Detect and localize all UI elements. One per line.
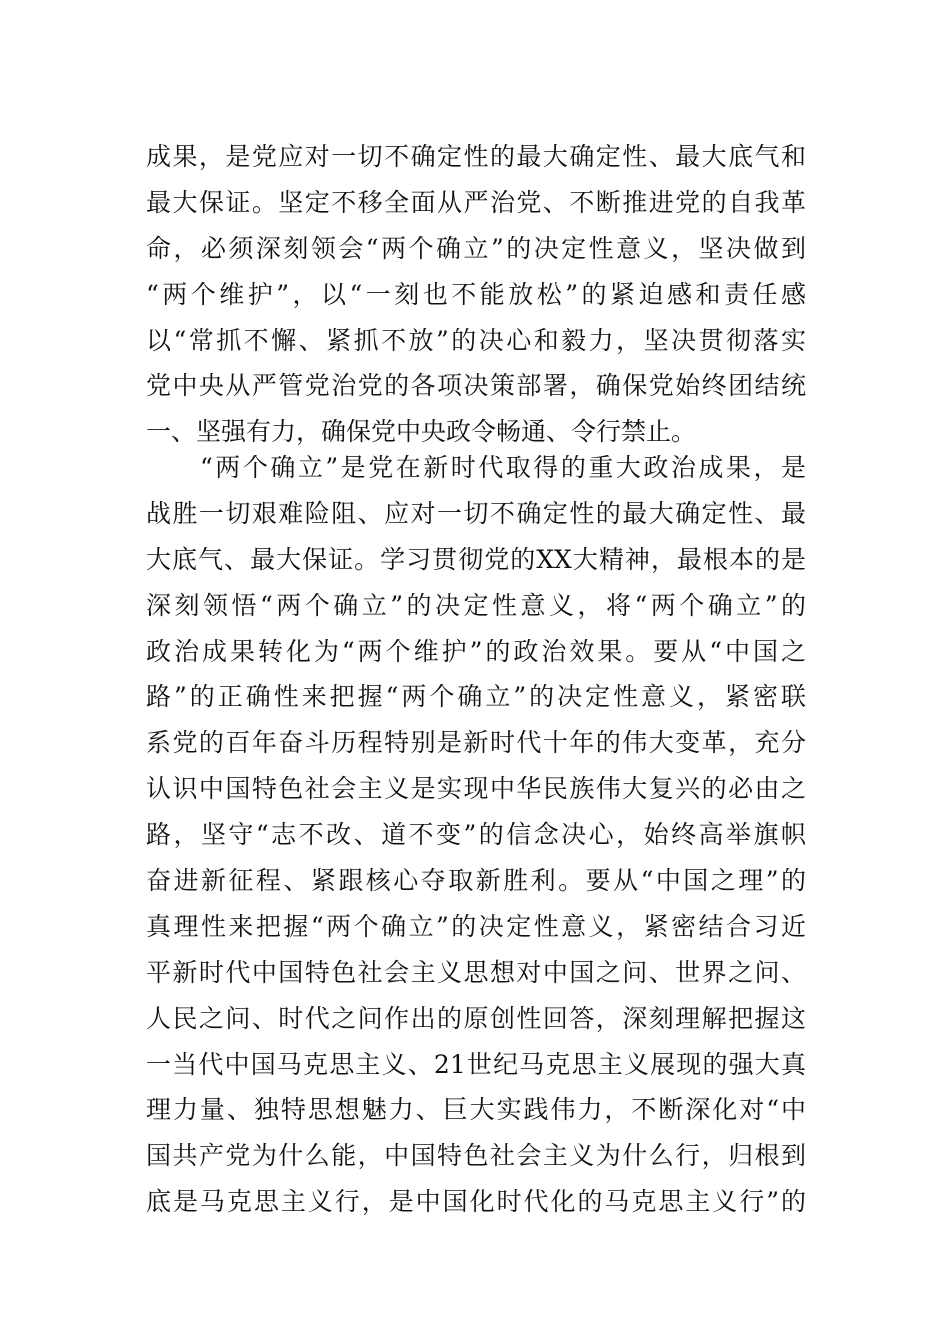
text-line: 理力量、独特思想魅力、巨大实践伟力，不断深化对“中 [146,1095,806,1125]
text-line: 命，必须深刻领会“两个确立”的决定性意义，坚决做到 [146,233,806,263]
text-line: 以“常抓不懈、紧抓不放”的决心和毅力，坚决贯彻落实 [146,325,806,355]
text-line: 一当代中国马克思主义、21世纪马克思主义展现的强大真 [146,1049,806,1079]
text-line: “两个确立”是党在新时代取得的重大政治成果，是 [200,453,806,482]
text-line: 国共产党为什么能，中国特色社会主义为什么行，归根到 [146,1141,806,1171]
text-line: 认识中国特色社会主义是实现中华民族伟大复兴的必由之 [146,774,806,804]
text-line: 平新时代中国特色社会主义思想对中国之问、世界之问、 [146,957,806,987]
paragraph-2 [146,445,806,1225]
text-line: 深刻领悟“两个确立”的决定性意义，将“两个确立”的 [146,590,806,620]
text-line: 人民之问、时代之问作出的原创性回答，深刻理解把握这 [146,1003,806,1033]
text-line: 系党的百年奋斗历程特别是新时代十年的伟大变革，充分 [146,728,806,758]
text-line: 路，坚守“志不改、道不变”的信念决心，始终高举旗帜 [146,820,806,850]
text-line: 大底气、最大保证。学习贯彻党的XX大精神，最根本的是 [146,544,806,574]
text-line: 底是马克思主义行，是中国化时代化的马克思主义行”的 [146,1187,806,1217]
text-line: 成果，是党应对一切不确定性的最大确定性、最大底气和 [146,142,806,171]
text-line: 党中央从严管党治党的各项决策部署，确保党始终团结统 [146,371,806,401]
text-line: 政治成果转化为“两个维护”的政治效果。要从“中国之 [146,636,806,666]
text-line: 最大保证。坚定不移全面从严治党、不断推进党的自我革 [146,187,806,217]
text-line: 奋进新征程、紧跟核心夺取新胜利。要从“中国之理”的 [146,866,806,896]
text-line: 战胜一切艰难险阻、应对一切不确定性的最大确定性、最 [146,498,806,528]
text-line: “两个维护”，以“一刻也不能放松”的紧迫感和责任感 [146,279,806,309]
text-line: 路”的正确性来把握“两个确立”的决定性意义，紧密联 [146,682,806,712]
text-line: 一、坚强有力，确保党中央政令畅通、令行禁止。 [146,417,697,447]
paragraph-1 [146,134,806,455]
text-line: 真理性来把握“两个确立”的决定性意义，紧密结合习近 [146,911,806,941]
